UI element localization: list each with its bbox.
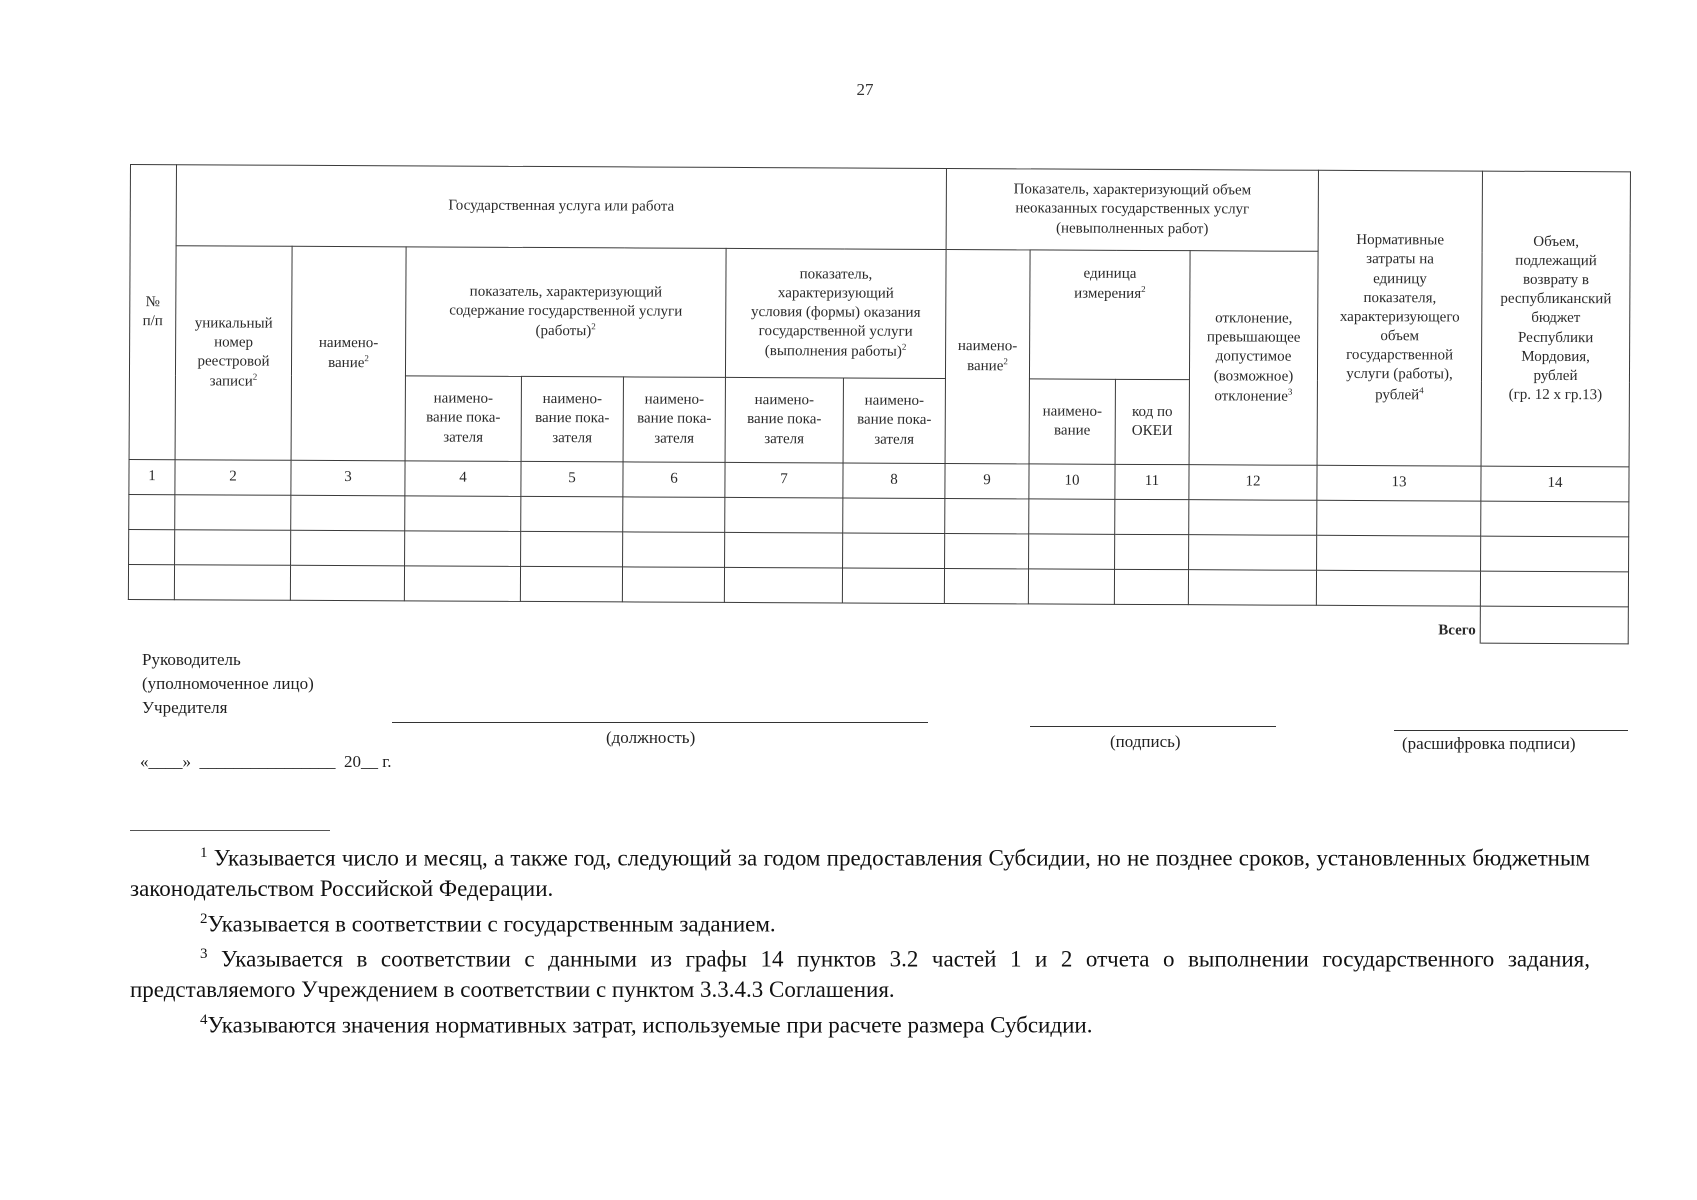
footnotes — [130, 838, 1590, 1041]
position-line[interactable] — [392, 722, 928, 723]
header-text: наимено- — [957, 337, 1018, 355]
table-cell[interactable] — [290, 565, 404, 601]
header-text: вание пока- — [637, 410, 712, 428]
column-number: 2 — [175, 460, 291, 496]
header-text: (возможное) — [1213, 367, 1294, 385]
table-cell[interactable] — [1188, 570, 1316, 606]
header-text: зателя — [874, 431, 915, 448]
header-text: отклонение, — [1215, 310, 1293, 327]
header-text: допустимое — [1215, 348, 1292, 366]
footnote-text: Указывается число и месяц, а также год, следующий за годом предоставления Субсидии, но не позднее сроков, установленных бюджетным законодательством Российской Федерации. — [130, 845, 1590, 901]
footnote-text: Указываются значения нормативных затрат, используемые при расчете размера Субсидии. — [207, 1012, 1093, 1038]
header-text: зателя — [443, 429, 484, 446]
signature-line-text: Руководитель — [142, 650, 241, 669]
header-text: номер — [214, 334, 254, 351]
table-cell[interactable] — [1316, 570, 1480, 606]
table-cell[interactable] — [1115, 534, 1189, 569]
footnote-item — [130, 904, 1590, 940]
header-text: наимено- — [433, 390, 494, 407]
header-text: Республики — [1518, 329, 1594, 346]
header-text: Показатель, характеризующий объем — [1013, 181, 1252, 199]
header-text: вание — [967, 358, 1004, 375]
header-text: наимено- — [644, 391, 705, 409]
header-text: рублей — [1533, 367, 1578, 385]
header-indicator-name — [623, 377, 725, 462]
header-text: характеризующего — [1339, 308, 1460, 326]
footnote-mark: 2 — [901, 342, 907, 353]
header-text: возврату в — [1522, 271, 1589, 289]
footnote-separator — [130, 830, 330, 831]
footnote-mark: 2 — [364, 353, 369, 364]
column-number: 12 — [1189, 465, 1317, 501]
table-cell[interactable] — [291, 530, 405, 566]
total-label: Всего — [1316, 605, 1480, 643]
header-text: ОКЕИ — [1131, 422, 1173, 440]
table-cell[interactable] — [1189, 500, 1317, 536]
position-caption: (должность) — [606, 728, 696, 747]
table-cell[interactable] — [1029, 534, 1115, 569]
table-cell[interactable] — [1317, 535, 1481, 571]
table-cell[interactable] — [842, 568, 944, 603]
footnote-item — [130, 1005, 1590, 1041]
footnote-mark: 3 — [200, 946, 208, 963]
header-naming — [291, 246, 406, 461]
table-cell[interactable] — [521, 496, 623, 531]
header-text: (выполнения работы) — [764, 343, 902, 361]
report-table — [128, 164, 1631, 644]
table-cell[interactable] — [291, 495, 405, 531]
table-cell[interactable] — [404, 566, 520, 602]
signature-line-text: Учредителя — [142, 698, 228, 717]
signature-block — [142, 648, 314, 720]
table-cell[interactable] — [725, 532, 843, 568]
header-indicator-name — [725, 377, 843, 463]
header-text: наимено- — [864, 392, 925, 410]
header-text: вание — [1054, 422, 1091, 439]
header-text: вание пока- — [426, 409, 501, 427]
header-okei-code — [1115, 379, 1189, 464]
header-text: неоказанных государственных услуг — [1015, 200, 1250, 218]
header-text: характеризующий — [777, 284, 894, 302]
table-cell[interactable] — [1189, 535, 1317, 571]
header-text: показателя, — [1363, 289, 1437, 307]
footnote-mark: 2 — [1003, 356, 1008, 367]
header-text: единица — [1083, 265, 1137, 282]
column-number: 13 — [1317, 465, 1481, 501]
column-number: 10 — [1029, 464, 1115, 499]
decode-caption: (расшифровка подписи) — [1402, 734, 1576, 753]
table-cell[interactable] — [520, 566, 622, 601]
footnote-text: Указывается в соответствии с данными из графы 14 пунктов 3.2 частей 1 и 2 отчета о выполнении государственного задания, представляемого Учреждением в соответствии с пунктом 3.3.4.3 Соглашения. — [130, 946, 1590, 1002]
footnote-mark: 2 — [1141, 284, 1146, 295]
header-text: вание пока- — [857, 411, 932, 429]
table-cell[interactable] — [1317, 500, 1481, 536]
column-number: 4 — [405, 461, 521, 497]
table-cell[interactable] — [1028, 569, 1114, 604]
header-refund-volume — [1481, 171, 1630, 467]
page-number: 27 — [856, 80, 874, 99]
table-cell[interactable] — [175, 530, 291, 566]
header-text: № — [145, 293, 161, 310]
table-cell[interactable] — [175, 495, 291, 531]
header-unique-number — [175, 246, 292, 461]
header-text: бюджет — [1531, 310, 1581, 327]
header-text: вание пока- — [747, 411, 822, 428]
header-text: превышающее — [1206, 329, 1301, 346]
footnote-mark: 4 — [1419, 384, 1424, 395]
footnote-mark: 4 — [200, 1011, 208, 1028]
table-cell[interactable] — [944, 568, 1028, 603]
header-text: наимено- — [542, 391, 603, 408]
table-cell[interactable] — [843, 533, 945, 568]
column-number: 11 — [1115, 464, 1189, 499]
column-number: 5 — [521, 461, 623, 496]
column-number: 14 — [1481, 466, 1629, 502]
header-indicator-name — [521, 376, 623, 461]
header-conditions-indicator — [725, 248, 946, 378]
header-text: наимено- — [1042, 403, 1103, 420]
table-cell[interactable] — [843, 498, 945, 533]
header-text: государственной — [1346, 347, 1454, 364]
header-text: условия (формы) оказания — [751, 303, 921, 321]
header-text: единицу — [1373, 270, 1427, 287]
header-normative-costs — [1317, 170, 1482, 466]
header-text: п/п — [142, 313, 163, 330]
header-text: код по — [1131, 403, 1173, 420]
table-cell[interactable] — [174, 565, 290, 601]
sign-line[interactable] — [1030, 726, 1276, 727]
header-text: Объем, — [1533, 233, 1580, 250]
footnote-mark: 2 — [200, 910, 208, 927]
footnote-mark: 2 — [591, 321, 596, 332]
table-cell[interactable] — [623, 532, 725, 567]
header-deviation — [1189, 251, 1318, 466]
column-number: 1 — [129, 459, 175, 494]
signature-line-text: (уполномоченное лицо) — [142, 674, 314, 693]
header-text: (невыполненных работ) — [1055, 220, 1209, 237]
header-text: зателя — [552, 429, 593, 446]
header-text: Нормативные — [1356, 232, 1445, 249]
total-row — [128, 599, 1628, 643]
footnote-item — [130, 838, 1590, 904]
table-cell[interactable] — [129, 494, 175, 529]
table-cell[interactable] — [1115, 499, 1189, 534]
header-text: подлежащий — [1515, 252, 1597, 270]
table-cell[interactable] — [405, 531, 521, 567]
header-text: (работы) — [535, 323, 592, 340]
table-cell[interactable] — [405, 496, 521, 532]
header-indicator-name — [405, 376, 521, 462]
header-text: зателя — [654, 430, 695, 447]
footnote-item — [130, 939, 1590, 1005]
header-volume-naming — [945, 249, 1030, 463]
column-number: 7 — [725, 462, 843, 498]
header-text: содержание государственной услуги — [449, 302, 683, 320]
header-text: республиканский — [1500, 290, 1612, 308]
header-text: вание пока- — [535, 410, 610, 427]
table-cell[interactable] — [945, 533, 1029, 568]
header-text: записи — [209, 373, 253, 390]
header-text: отклонение — [1214, 388, 1288, 405]
column-number: 8 — [843, 463, 945, 498]
table-cell[interactable] — [724, 567, 842, 603]
header-text: объем — [1380, 328, 1420, 345]
total-spacer — [128, 599, 1316, 642]
table-cell[interactable] — [1029, 499, 1115, 534]
column-number: 3 — [291, 460, 405, 496]
header-unit — [1029, 250, 1190, 380]
header-text: реестровой — [197, 353, 270, 370]
total-value-cell[interactable] — [1480, 606, 1628, 644]
table-cell[interactable] — [129, 529, 175, 564]
table-cell[interactable] — [1481, 536, 1629, 572]
header-text: вание — [328, 354, 365, 372]
header-indicator-name — [843, 378, 945, 463]
table-cell[interactable] — [623, 497, 725, 532]
sign-caption: (подпись) — [1110, 732, 1181, 751]
header-row-number — [129, 165, 176, 460]
table-cell[interactable] — [725, 497, 843, 533]
header-text: услуги (работы), — [1346, 366, 1453, 383]
table-cell[interactable] — [521, 531, 623, 566]
header-text: измерения — [1074, 285, 1142, 303]
header-text: (гр. 12 х гр.13) — [1508, 386, 1603, 404]
header-service-group: Государственная услуга или работа — [176, 165, 946, 250]
header-text: государственной услуги — [758, 323, 913, 340]
header-text: рублей — [1375, 386, 1420, 403]
table-cell[interactable] — [1480, 571, 1628, 607]
header-text: наимено- — [754, 392, 815, 409]
header-volume-group — [946, 168, 1318, 251]
column-number: 9 — [945, 463, 1029, 498]
date-field[interactable]: «____» ________________ 20__ г. — [140, 752, 392, 771]
header-text: зателя — [764, 430, 805, 447]
header-text: Мордовия, — [1521, 348, 1590, 365]
header-text: показатель, характеризующий — [469, 283, 663, 301]
footnote-mark: 1 — [200, 845, 208, 861]
header-text: наимено- — [318, 334, 379, 352]
header-text: затраты на — [1366, 251, 1434, 268]
header-text: уникальный — [194, 314, 273, 332]
table-cell[interactable] — [128, 564, 174, 599]
footnote-mark: 2 — [252, 371, 258, 382]
footnote-text: Указывается в соответствии с государственным заданием. — [207, 911, 776, 937]
table-cell[interactable] — [945, 498, 1029, 533]
header-content-indicator — [405, 247, 726, 378]
column-number: 6 — [623, 462, 725, 497]
header-unit-name — [1029, 379, 1115, 464]
table-cell[interactable] — [1114, 569, 1188, 604]
table-cell[interactable] — [1481, 501, 1629, 537]
header-text: показатель, — [799, 265, 873, 283]
decode-line[interactable] — [1394, 730, 1628, 731]
footnote-mark: 3 — [1287, 386, 1293, 397]
table-cell[interactable] — [622, 567, 724, 602]
